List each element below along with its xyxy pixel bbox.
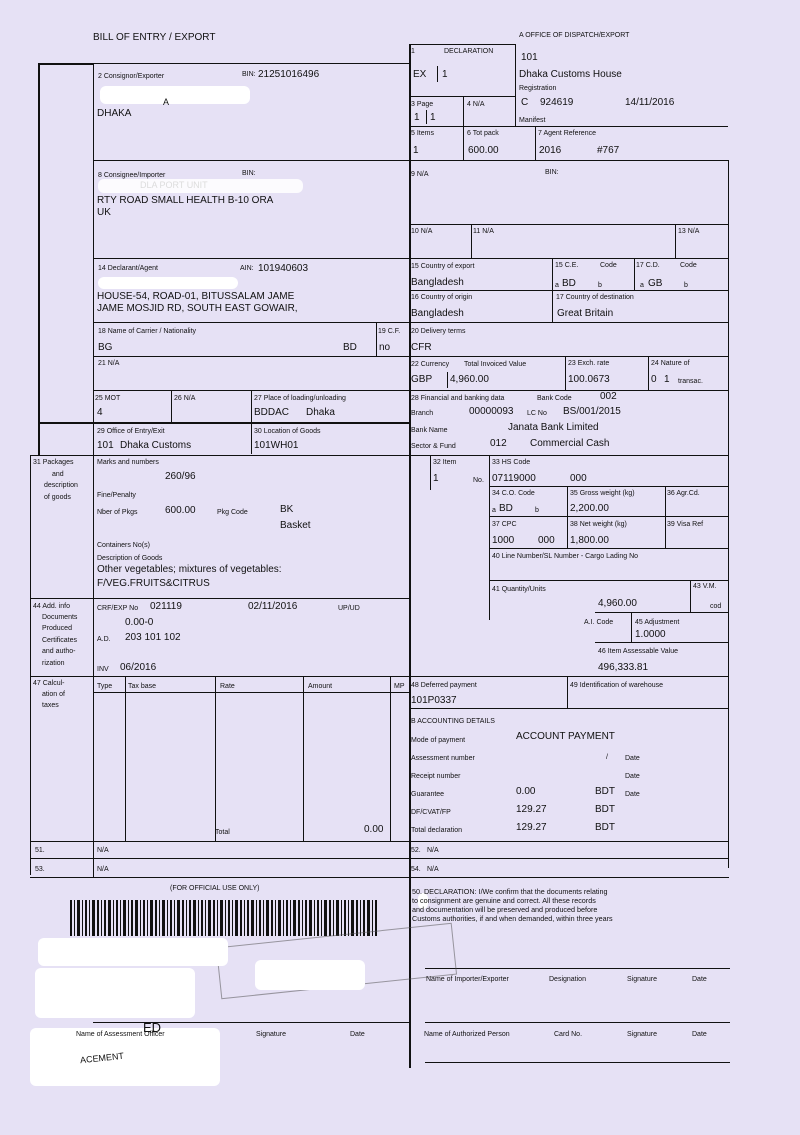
guarantee-date-label: Date [625, 791, 640, 798]
crf-number: 021119 [150, 601, 182, 612]
addinfo-label-4: Certificates [42, 637, 78, 644]
box13-label: 13 N/A [678, 228, 700, 235]
consignor-bin: 21251016496 [258, 69, 320, 80]
declaration-sub: 1 [442, 69, 448, 80]
delivery-terms: CFR [411, 342, 432, 353]
barcode [70, 900, 380, 936]
redacted-officer-block-1 [38, 938, 228, 966]
tax-col-type: Type [97, 683, 113, 690]
nature-label: 24 Nature of [651, 360, 690, 367]
co-a: a [492, 507, 496, 514]
df-currency: BDT [595, 804, 615, 815]
declaration-line-3: and documentation will be preserved and produced before [412, 905, 598, 914]
fine-label: Fine/Penalty [97, 492, 136, 499]
destination-label: 17 Country of destination [556, 294, 634, 301]
total-declaration-label: Total declaration [411, 827, 462, 834]
loading-code: BDDAC [254, 407, 290, 418]
containers-label: Containers No(s) [97, 542, 150, 549]
goods-description-2: F/VEG.FRUITS&CITRUS [97, 578, 210, 589]
bank-name-label: Bank Name [411, 427, 448, 434]
redacted-consignor-name [100, 86, 250, 104]
page-label: 3 Page [411, 101, 434, 108]
deferred-label: 48 Deferred payment [411, 682, 477, 689]
redacted-declarant-name [98, 277, 238, 289]
invoice-label: Total Invoiced Value [464, 361, 527, 368]
tax-col-rate: Rate [220, 683, 235, 690]
items-value: 1 [413, 145, 419, 156]
declarant-ain-label: AIN: [240, 265, 254, 272]
tax-col-amount: Amount [308, 683, 333, 690]
items-label: 5 Items [411, 130, 434, 137]
cf-value: no [379, 342, 391, 353]
item-no-label: No. [473, 477, 484, 484]
loading-label: 27 Place of loading/unloading [254, 395, 346, 402]
tax-col-base: Tax base [128, 683, 157, 690]
assessment-date-label: Date [625, 755, 640, 762]
co-b: b [535, 507, 539, 514]
co-code: BD [499, 503, 513, 514]
financial-label: 28 Financial and banking data [411, 395, 505, 402]
cd-code-label: Code [680, 262, 697, 269]
marks-label: Marks and numbers [97, 459, 159, 466]
receipt-number-label: Receipt number [411, 773, 461, 780]
officer-date-label: Date [350, 1031, 365, 1038]
bank-name: Janata Bank Limited [508, 422, 599, 433]
registration-label: Registration [519, 85, 557, 92]
cpc-b: 000 [538, 535, 555, 546]
ce-label: 15 C.E. [555, 262, 579, 269]
hs-label: 33 HS Code [492, 459, 531, 466]
payment-mode: ACCOUNT PAYMENT [516, 731, 615, 742]
origin-label: 16 Country of origin [411, 294, 473, 301]
cpc-label: 37 CPC [492, 521, 517, 528]
box51-value: N/A [97, 847, 109, 854]
assessment-number-label: Assessment number [411, 755, 475, 762]
assessment-slash: / [606, 754, 608, 761]
carrier-value: BG [98, 342, 113, 353]
total-declaration: 129.27 [516, 822, 547, 833]
gross-weight: 2,200.00 [570, 503, 609, 514]
receipt-date-label: Date [625, 773, 640, 780]
goods-description-1: Other vegetables; mixtures of vegetables: [97, 564, 282, 575]
desc-label: Description of Goods [97, 555, 163, 562]
goods-location: 101WH01 [254, 440, 299, 451]
carrier-label: 18 Name of Carrier / Nationality [98, 328, 197, 335]
entry-office-label: 29 Office of Entry/Exit [97, 428, 165, 435]
total-currency: BDT [595, 822, 615, 833]
accounting-title: B ACCOUNTING DETAILS [411, 718, 495, 725]
entry-office-code: 101 [97, 440, 114, 451]
ad-value: 203 101 102 [125, 632, 181, 643]
box9-bin-label: BIN: [545, 169, 559, 176]
officer-name-label: Name of Assessment Officer [76, 1031, 165, 1038]
item-label: 32 Item [433, 459, 457, 466]
registration-date: 14/11/2016 [625, 97, 675, 108]
visa-label: 39 Visa Ref [667, 521, 704, 528]
assessable-label: 46 Item Assessable Value [598, 648, 679, 655]
lc-value: BS/001/2015 [563, 406, 621, 417]
box26-label: 26 N/A [174, 395, 196, 402]
office-code: 101 [521, 52, 538, 63]
tax-total-label: Total [215, 829, 230, 836]
adjustment-value: 1.0000 [635, 629, 666, 640]
declaration-label: DECLARATION [444, 48, 494, 55]
tot-pack-label: 6 Tot pack [467, 130, 499, 137]
entry-office-name: Dhaka Customs [120, 440, 192, 451]
consignee-bin-label: BIN: [242, 170, 256, 177]
ai-code-label: A.I. Code [584, 619, 614, 626]
line-label: 40 Line Number/SL Number - Cargo Lading No [492, 553, 639, 560]
branch-value: 00000093 [469, 406, 514, 417]
packages-label-4: of goods [44, 494, 71, 501]
addinfo-label-3: Produced [42, 625, 72, 632]
stamp-text-1: ED [143, 1020, 162, 1035]
pkg-code-label: Pkg Code [217, 509, 248, 516]
hs-code: 07119000 [492, 473, 536, 484]
office-label: A OFFICE OF DISPATCH/EXPORT [519, 32, 630, 39]
vm-value: cod [710, 603, 722, 610]
df-label: DF/CVAT/FP [411, 809, 451, 816]
crf-amount: 0.00-0 [125, 617, 154, 628]
delivery-label: 20 Delivery terms [411, 328, 466, 335]
sector-code: 012 [490, 438, 507, 449]
deferred-value: 101P0337 [411, 695, 457, 706]
declaration-line-4: Customs authorities, if and when demanded, within three years [412, 914, 613, 923]
redacted-officer-block-2 [35, 968, 195, 1018]
declarant-address-1: HOUSE-54, ROAD-01, BITUSSALAM JAME [97, 291, 295, 302]
box52-value: N/A [427, 847, 439, 854]
qty-label: 41 Quantity/Units [492, 586, 546, 593]
box10-label: 10 N/A [411, 228, 433, 235]
tax-label-2: ation of [42, 691, 65, 698]
importer-date-label: Date [692, 976, 707, 983]
box53-label: 53. [35, 866, 45, 873]
exch-rate: 100.0673 [568, 374, 610, 385]
packages-label-1: 31 Packages [33, 459, 74, 466]
crf-label: CRF/EXP No [97, 605, 139, 612]
consignor-city: DHAKA [97, 108, 132, 119]
consignee-country: UK [97, 207, 111, 218]
registration-number: 924619 [540, 97, 574, 108]
declarant-address-2: JAME MOSJID RD, SOUTH EAST GOWAIR, [97, 303, 298, 314]
bank-code: 002 [600, 391, 617, 402]
tax-label-1: 47 Calcul- [33, 680, 65, 687]
guarantee-currency: BDT [595, 786, 615, 797]
agr-label: 36 Agr.Cd. [667, 490, 700, 497]
authorized-person-label: Name of Authorized Person [424, 1031, 510, 1038]
box4-label: 4 N/A [467, 101, 485, 108]
nature-b: 1 [664, 374, 670, 385]
packages-label-3: description [44, 482, 78, 489]
net-label: 38 Net weight (kg) [570, 521, 627, 528]
page-a: 1 [414, 112, 420, 123]
cd-a: a [640, 282, 644, 289]
destination-country: Great Britain [557, 308, 614, 319]
gross-label: 35 Gross weight (kg) [570, 490, 635, 497]
bank-code-label: Bank Code [537, 395, 572, 402]
item-value: 1 [433, 473, 439, 484]
qty-value: 4,960.00 [598, 598, 637, 609]
branch-label: Branch [411, 410, 434, 417]
loading-name: Dhaka [306, 407, 335, 418]
export-country-label: 15 Country of export [411, 263, 475, 270]
mot-label: 25 MOT [95, 395, 121, 402]
authorized-date-label: Date [692, 1031, 707, 1038]
authorized-signature-label: Signature [627, 1031, 657, 1038]
box54-value: N/A [427, 866, 439, 873]
carrier-nationality: BD [343, 342, 357, 353]
cf-label: 19 C.F. [378, 328, 401, 335]
guarantee-value: 0.00 [516, 786, 536, 797]
tot-pack-value: 600.00 [468, 145, 499, 156]
vm-label: 43 V.M. [693, 583, 717, 590]
consignor-bin-label: BIN: [242, 71, 256, 78]
box53-value: N/A [97, 866, 109, 873]
assessable-value: 496,333.81 [598, 662, 649, 673]
office-name: Dhaka Customs House [519, 69, 622, 80]
df-value: 129.27 [516, 804, 547, 815]
agent-ref-year: 2016 [539, 145, 562, 156]
pkg-code: BK [280, 504, 294, 515]
redacted-officer-block-3 [255, 960, 365, 990]
origin-country: Bangladesh [411, 308, 464, 319]
tax-total: 0.00 [364, 824, 384, 835]
official-use-label: (FOR OFFICIAL USE ONLY) [170, 885, 260, 892]
currency-label: 22 Currency [411, 361, 450, 368]
box54-label: 54. [411, 866, 421, 873]
mot-value: 4 [97, 407, 103, 418]
declaration-line-2: to consignment are genuine and correct. All these records [412, 896, 596, 905]
cd-b: b [684, 282, 688, 289]
declaration-line-1: 50. DECLARATION: I/We confirm that the documents relating [412, 887, 608, 896]
currency-code: GBP [411, 374, 433, 385]
box51-label: 51. [35, 847, 45, 854]
addinfo-label-2: Documents [42, 614, 78, 621]
consignor-label: 2 Consignor/Exporter [98, 73, 165, 80]
inv-value: 06/2016 [120, 662, 157, 673]
inv-label: INV [97, 666, 109, 673]
ad-label: A.D. [97, 636, 111, 643]
officer-signature-label: Signature [256, 1031, 286, 1038]
decl-number-label: 1 [411, 48, 415, 55]
registration-prefix: C [521, 97, 529, 108]
tax-col-mp: MP [394, 683, 405, 690]
consignee-address: RTY ROAD SMALL HEALTH B-10 ORA [97, 195, 274, 206]
cpc-a: 1000 [492, 535, 515, 546]
form-title: BILL OF ENTRY / EXPORT [93, 32, 216, 43]
nber-value: 600.00 [165, 505, 196, 516]
consignor-partial: A [163, 97, 170, 107]
sector-name: Commercial Cash [530, 438, 610, 449]
exch-rate-label: 23 Exch. rate [568, 360, 610, 367]
importer-name-label: Name of Importer/Exporter [426, 976, 509, 983]
declaration-type: EX [413, 69, 427, 80]
declarant-label: 14 Declarant/Agent [98, 265, 158, 272]
box11-label: 11 N/A [473, 228, 494, 235]
net-weight: 1,800.00 [570, 535, 609, 546]
addinfo-label-5: and autho- [42, 648, 76, 655]
agent-ref-label: 7 Agent Reference [538, 130, 596, 137]
goods-location-label: 30 Location of Goods [254, 428, 321, 435]
redacted-consignee-name [98, 179, 303, 193]
nature-a: 0 [651, 374, 657, 385]
consignee-label: 8 Consignee/Importer [98, 172, 166, 179]
cd-code: GB [648, 278, 663, 289]
importer-signature-label: Signature [627, 976, 657, 983]
cd-label: 17 C.D. [636, 262, 660, 269]
invoice-value: 4,960.00 [450, 374, 489, 385]
adjustment-label: 45 Adjustment [635, 619, 680, 626]
agent-ref-number: #767 [597, 145, 620, 156]
packages-label-2: and [52, 471, 64, 478]
ce-code: BD [562, 278, 576, 289]
ce-b: b [598, 282, 602, 289]
ce-a: a [555, 282, 559, 289]
nature-suffix: transac. [678, 378, 703, 385]
stamp-text-2: ACEMENT [79, 1050, 125, 1066]
addinfo-label-1: 44 Add. info [33, 603, 70, 610]
box52-label: 52. [411, 847, 421, 854]
designation-label: Designation [549, 976, 586, 983]
manifest-label: Manifest [519, 117, 546, 124]
card-no-label: Card No. [554, 1031, 583, 1038]
pkg-name: Basket [280, 520, 311, 531]
page-b: 1 [430, 112, 436, 123]
sector-label: Sector & Fund [411, 443, 456, 450]
tax-label-3: taxes [42, 702, 59, 709]
co-label: 34 C.O. Code [492, 490, 535, 497]
payment-mode-label: Mode of payment [411, 737, 466, 744]
ce-code-label: Code [600, 262, 617, 269]
guarantee-label: Guarantee [411, 791, 445, 798]
box21-label: 21 N/A [98, 360, 120, 367]
warehouse-label: 49 Identification of warehouse [570, 682, 664, 689]
export-country: Bangladesh [411, 277, 464, 288]
hs-sub: 000 [570, 473, 587, 484]
crf-date: 02/11/2016 [248, 601, 298, 612]
marks-value: 260/96 [165, 471, 196, 482]
declarant-ain: 101940603 [258, 263, 309, 274]
nber-label: Nber of Pkgs [97, 509, 138, 516]
box9-label: 9 N/A [411, 171, 429, 178]
lc-label: LC No [527, 410, 547, 417]
up-ud-label: UP/UD [338, 605, 360, 612]
addinfo-label-6: rization [42, 660, 65, 667]
